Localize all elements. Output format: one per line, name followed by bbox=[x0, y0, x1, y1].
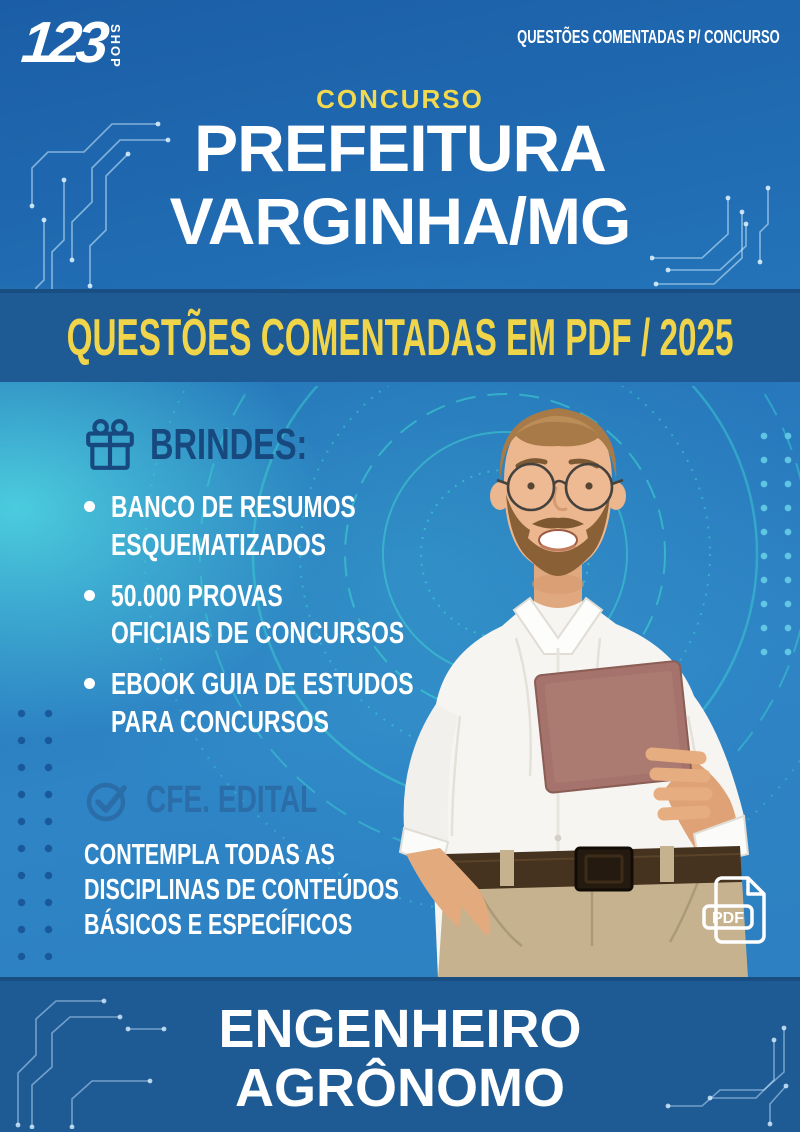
pdf-file-icon bbox=[700, 872, 772, 948]
subtitle-banner-label: QUESTÕES COMENTADAS EM PDF / 2025 bbox=[66, 308, 734, 367]
footer-banner bbox=[0, 977, 800, 1132]
edital-description: CONTEMPLA TODAS AS DISCIPLINAS DE CONTEÚDOS BÁSICOS E ESPECÍFICOS bbox=[84, 839, 399, 941]
bullet-dot-icon bbox=[84, 501, 95, 512]
logo-word: SHOP bbox=[107, 24, 123, 69]
circuit-pattern-bottom-right bbox=[662, 1020, 792, 1130]
bullet-dot-icon bbox=[84, 678, 95, 689]
edital-heading: CFE. EDITAL bbox=[146, 778, 318, 821]
brindes-heading: BRINDES: bbox=[150, 420, 308, 469]
logo-123shop bbox=[18, 10, 123, 75]
list-item: EBOOK GUIA DE ESTUDOS PARA CONCURSOS bbox=[84, 665, 504, 741]
pdf-badge-label: PDF bbox=[712, 910, 744, 927]
brindes-list bbox=[84, 488, 504, 741]
circuit-pattern-bottom-left bbox=[8, 989, 188, 1129]
gift-icon bbox=[84, 418, 136, 472]
kicker-concurso: CONCURSO bbox=[316, 84, 484, 114]
list-item: 50.000 PROVAS OFICIAIS DE CONCURSOS bbox=[84, 577, 504, 653]
title-line-2: VARGINHA/MG bbox=[169, 183, 631, 258]
job-title-line-1: ENGENHEIRO bbox=[218, 999, 582, 1060]
page-title bbox=[0, 112, 800, 257]
brindes-section bbox=[84, 418, 504, 754]
check-circle-icon bbox=[84, 776, 132, 824]
title-line-1: PREFEITURA bbox=[194, 111, 606, 185]
bullet-dot-icon bbox=[84, 590, 95, 601]
top-tagline: QUESTÕES COMENTADAS P/ CONCURSO bbox=[517, 27, 780, 47]
list-item: BANCO DE RESUMOS ESQUEMATIZADOS bbox=[84, 488, 504, 564]
logo-number: 123 bbox=[18, 10, 108, 75]
subtitle-banner bbox=[0, 289, 800, 382]
job-title-line-2: AGRÔNOMO bbox=[235, 1057, 565, 1118]
edital-section bbox=[84, 776, 514, 942]
